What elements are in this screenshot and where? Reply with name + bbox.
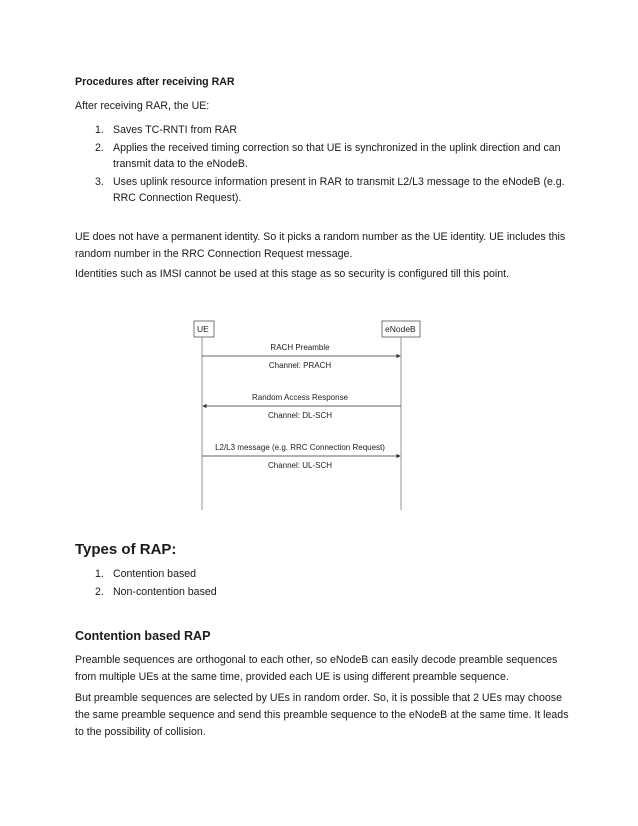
identity-paragraph: UE does not have a permanent identity. So it picks a random number as the UE identity. UE includes this random number in the RRC Connection Request message. [75,231,566,260]
section-heading-contention: Contention based RAP [75,629,211,643]
types-list [75,566,575,602]
section-heading-types: Types of RAP: [75,541,177,558]
message-channel: Channel: PRACH [268,361,332,370]
ue-label: UE [197,324,209,334]
message-title: RACH Preamble [270,343,330,352]
list-item: 1. Saves TC-RNTI from RAR [95,124,238,136]
message-channel: Channel: UL-SCH [267,461,333,470]
section-heading-procedures: Procedures after receiving RAR [75,76,235,88]
rach-sequence-diagram [190,318,430,518]
enodeb-label: eNodeB [385,324,416,334]
list-item: 2. Non-contention based [95,586,217,598]
list-item: 1. Contention based [95,568,197,580]
imsi-paragraph: Identities such as IMSI cannot be used at this stage as so security is configured till this point. [75,268,509,280]
message-title: Random Access Response [251,393,349,402]
procedure-list [75,122,575,208]
list-item: 2. Applies the received timing correction so that UE is synchronized in the uplink direction and can transmit data to the eNodeB. [95,142,561,170]
intro-text: After receiving RAR, the UE: [75,100,210,112]
message-channel: Channel: DL-SCH [267,411,333,420]
list-item: 3. Uses uplink resource information present in RAR to transmit L2/L3 message to the eNodeB (e.g. RRC Connection Request). [95,176,565,204]
orthogonal-paragraph: Preamble sequences are orthogonal to each other, so eNodeB can easily decode preamble sequences from multiple UEs at the same time, provided each UE is using different preamble sequence. [75,654,558,683]
message-title: L2/L3 message (e.g. RRC Connection Request) [215,443,385,452]
collision-paragraph: But preamble sequences are selected by UEs in random order. So, it is possible that 2 UEs may choose the same preamble sequence and send this preamble sequence to the eNodeB at the same time. It leads to the possibility of collision. [75,692,569,738]
